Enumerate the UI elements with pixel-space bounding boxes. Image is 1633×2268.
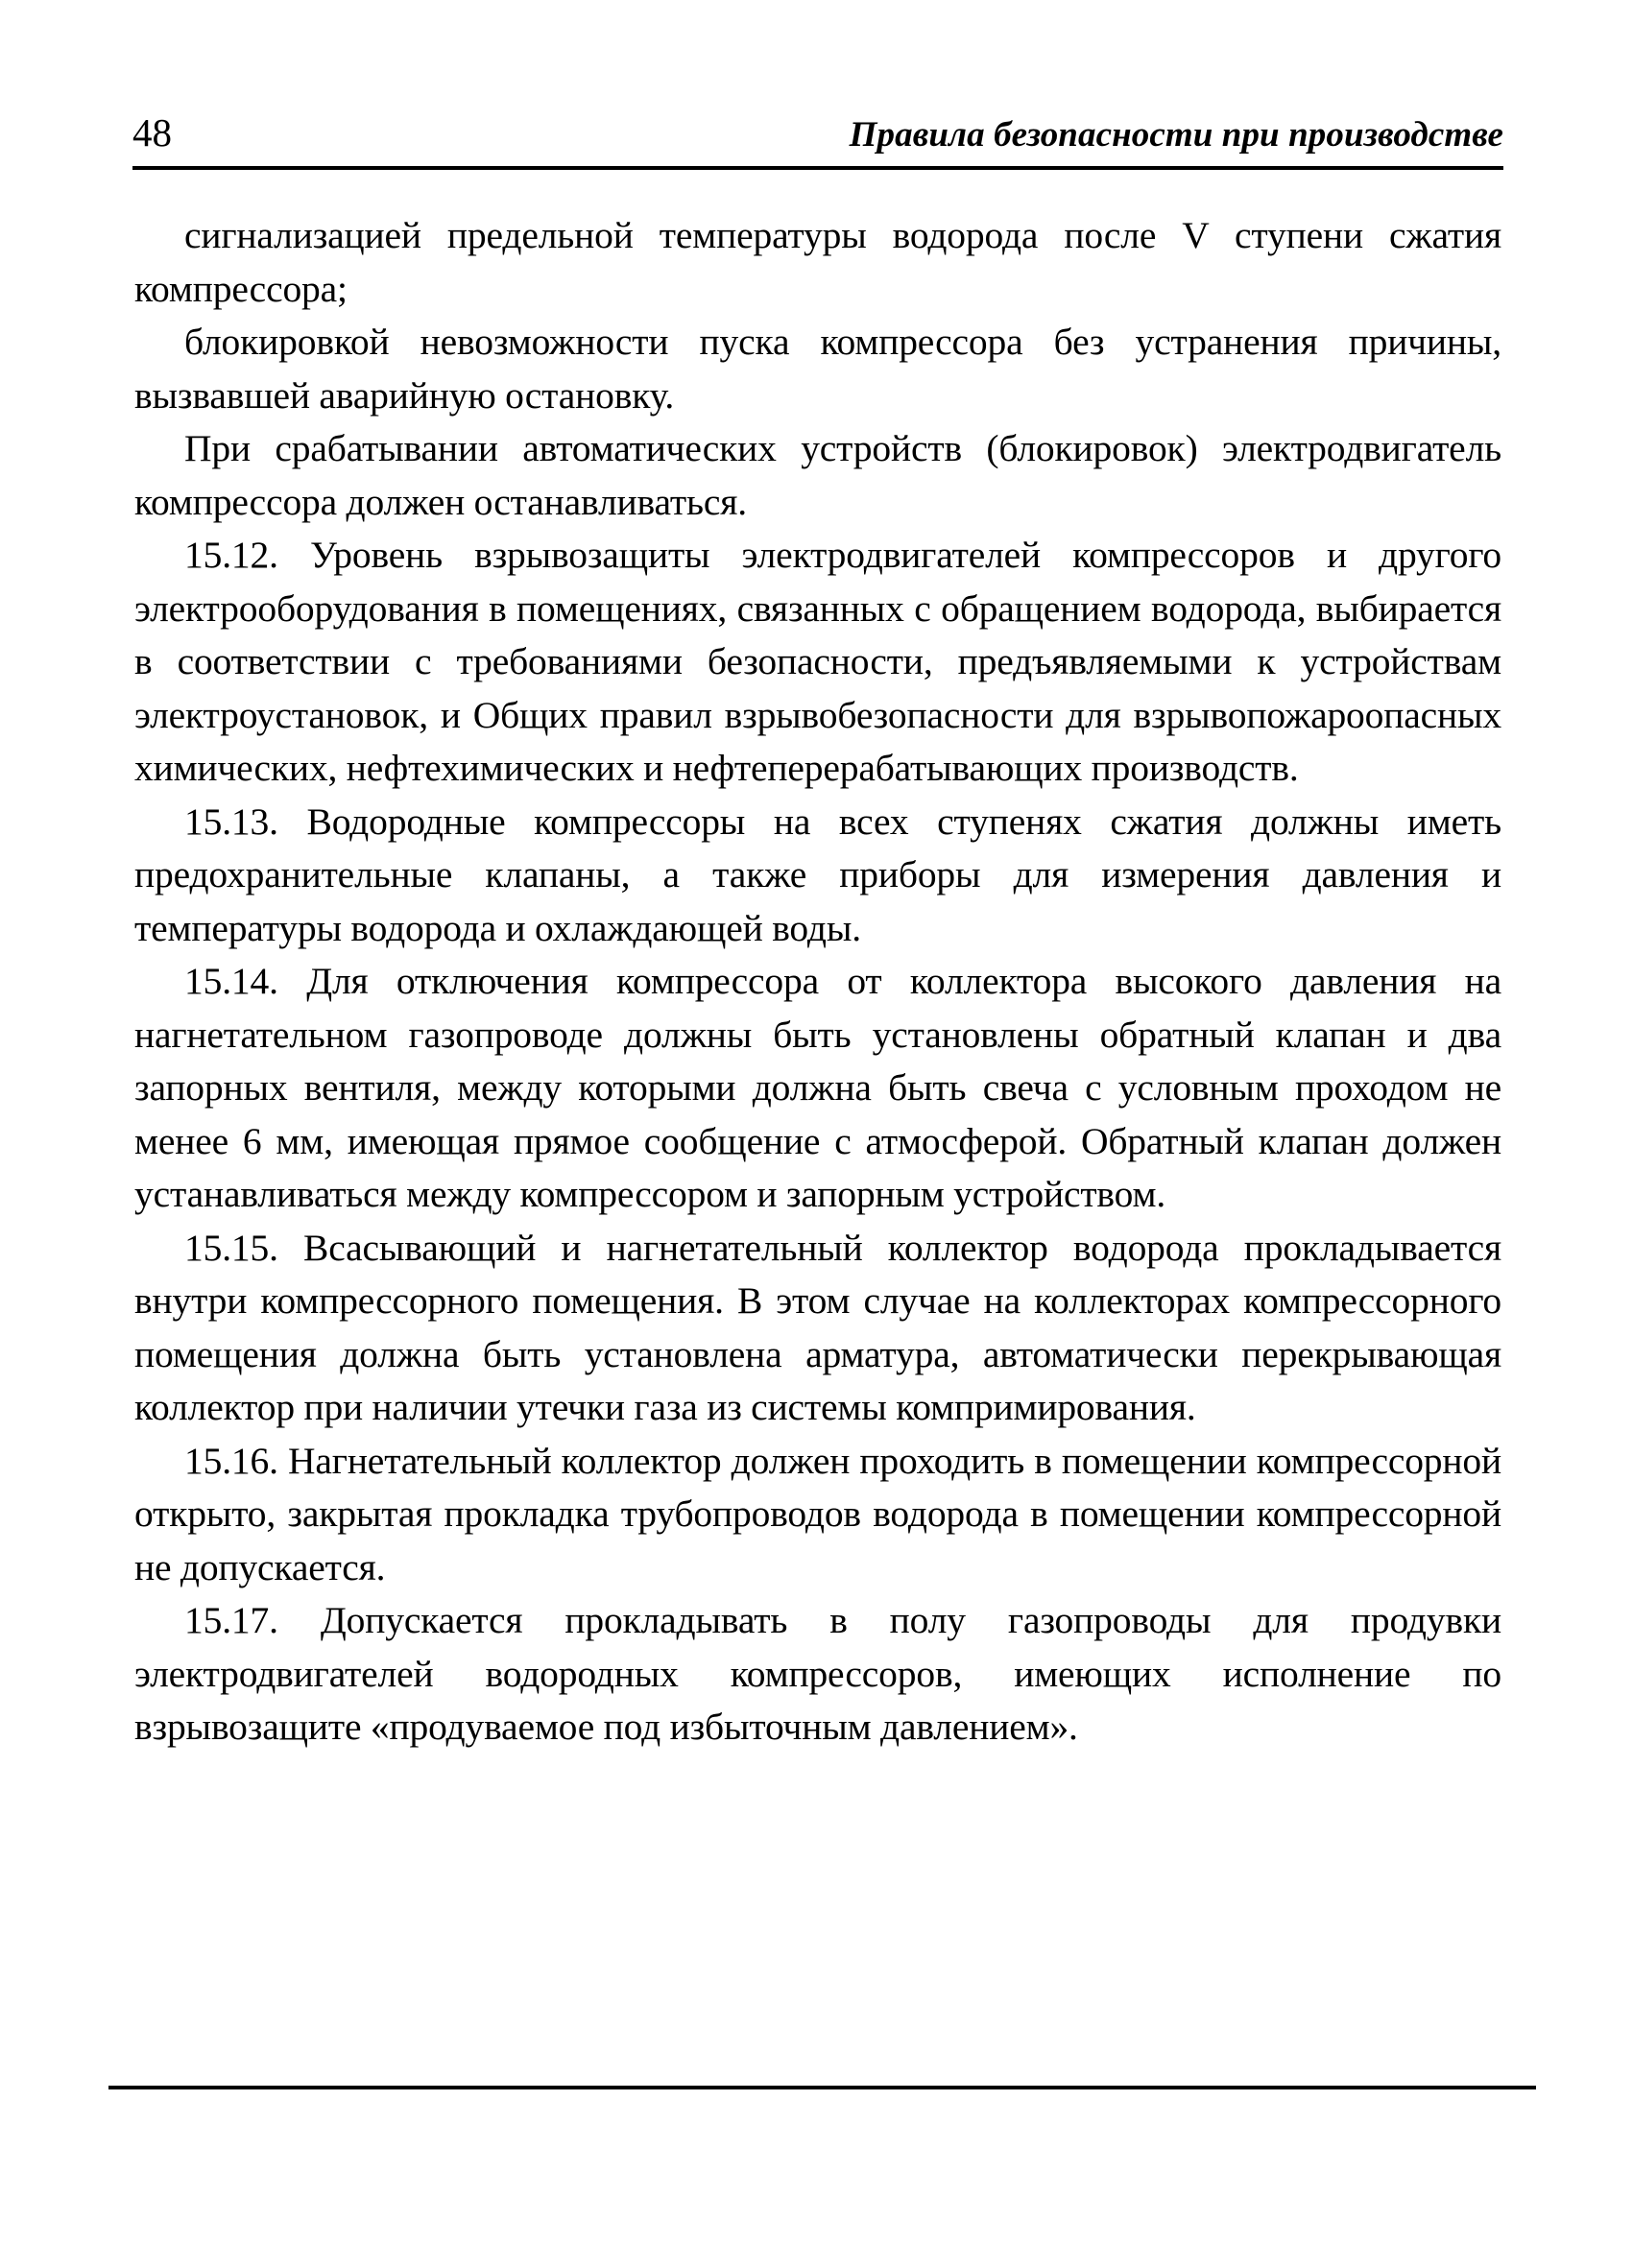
page-number: 48 xyxy=(132,110,172,155)
header-divider-rule xyxy=(132,166,1503,170)
paragraph-15-15: 15.15. Всасывающий и нагнетательный коллектор водорода прокладывается внутри компрессорного помещения. В этом случае на коллекторах компрессорного помещения должна быть установлена арматура, автоматически перекрывающая коллектор при наличии утечки газа из системы компримирования. xyxy=(134,1226,1501,1428)
page-body-text xyxy=(134,209,1501,1755)
page-running-header xyxy=(132,110,1503,155)
footer-divider-rule xyxy=(108,2086,1536,2089)
running-head-title: Правила безопасности при производстве xyxy=(849,115,1503,155)
paragraph-15-17: 15.17. Допускается прокладывать в полу газопроводы для продувки электродвигателей водородных компрессоров, имеющих исполнение по взрывозащите «продуваемое под избыточным давлением». xyxy=(134,1599,1501,1748)
paragraph-15-13: 15.13. Водородные компрессоры на всех ступенях сжатия должны иметь предохранительные клапаны, а также приборы для измерения давления и температуры водорода и охлаждающей воды. xyxy=(134,800,1501,949)
paragraph-15-12: 15.12. Уровень взрывозащиты электродвигателей компрессоров и другого электрооборудования в помещениях, связанных с обращением водорода, выбирается в соответствии с требованиями безопасности, предъявляемыми к устройствам электроустановок, и Общих правил взрывобезопасности для взрывопожароопасных химических, нефтехимических и нефтеперерабатывающих производств. xyxy=(134,534,1501,789)
paragraph-15-16: 15.16. Нагнетательный коллектор должен проходить в помещении компрессорной открыто, закрытая прокладка трубопроводов водорода в помещении компрессорной не допускается. xyxy=(134,1439,1501,1588)
paragraph: блокировкой невозможности пуска компрессора без устранения причины, вызвавшей аварийную остановку. xyxy=(134,321,1501,417)
paragraph: При срабатывании автоматических устройств (блокировок) электродвигатель компрессора должен останавливаться. xyxy=(134,427,1501,523)
paragraph: сигнализацией предельной температуры водорода после V ступени сжатия компрессора; xyxy=(134,214,1501,310)
paragraph-15-14: 15.14. Для отключения компрессора от коллектора высокого давления на нагнетательном газопроводе должны быть установлены обратный клапан и два запорных вентиля, между которыми должна быть свеча с условным проходом не менее 6 мм, имеющая прямое сообщение с атмосферой. Обратный клапан должен устанавливаться между компрессором и запорным устройством. xyxy=(134,960,1501,1215)
